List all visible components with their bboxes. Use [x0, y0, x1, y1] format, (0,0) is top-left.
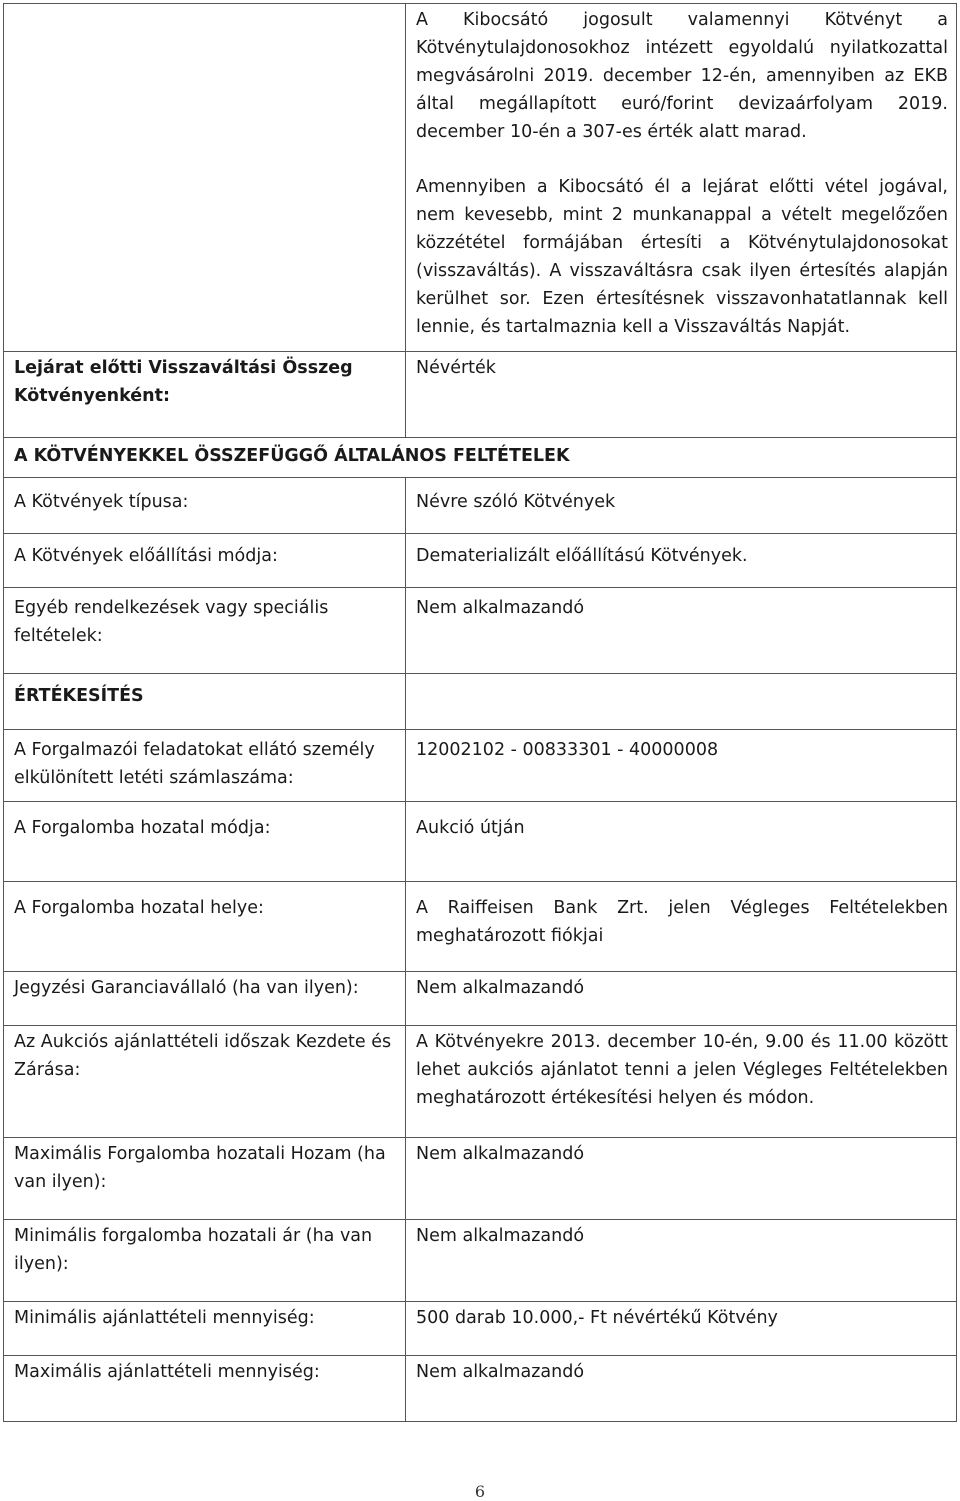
min-bid-quantity-value: 500 darab 10.000,- Ft névértékű Kötvény: [406, 1302, 957, 1356]
sales-heading: ÉRTÉKESÍTÉS: [4, 674, 406, 730]
underwriter-label: Jegyzési Garanciavállaló (ha van ilyen):: [4, 972, 406, 1026]
table-row: [4, 1356, 957, 1422]
max-yield-label: Maximális Forgalomba hozatali Hozam (ha van ilyen):: [4, 1138, 406, 1220]
escrow-account-value: 12002102 - 00833301 - 40000008: [406, 730, 957, 802]
call-option-cell: [406, 4, 957, 352]
page-number: 6: [474, 1482, 486, 1501]
call-option-text: A Kibocsátó jogosult valamennyi Kötvényt a Kötvénytulajdonosokhoz intézett egyoldalú nyilatkozattal megvásárolni 2019. december 12-én, amennyiben az EKB által megállapított euró/forint devizaárfolyam 2019. december 10-én a 307-es érték alatt marad.: [416, 10, 948, 142]
min-bid-quantity-label: Minimális ajánlattételi mennyiség:: [4, 1302, 406, 1356]
issue-place-value: A Raiffeisen Bank Zrt. jelen Végleges Feltételekben meghatározott fiókjai: [406, 882, 957, 972]
max-bid-quantity-label: Maximális ajánlattételi mennyiség:: [4, 1356, 406, 1422]
other-provisions-value: Nem alkalmazandó: [406, 588, 957, 674]
section-heading-row: [4, 438, 957, 478]
bond-type-value: Névre szóló Kötvények: [406, 478, 957, 534]
redemption-value: Névérték: [406, 352, 957, 438]
max-bid-quantity-value: Nem alkalmazandó: [406, 1356, 957, 1422]
production-method-label: A Kötvények előállítási módja:: [4, 534, 406, 588]
empty-label-cell: [4, 4, 406, 352]
table-row: [4, 1138, 957, 1220]
table-row: [4, 588, 957, 674]
table-row: [4, 1026, 957, 1138]
table-row: [4, 972, 957, 1026]
issue-method-value: Aukció útján: [406, 802, 957, 882]
auction-period-value: A Kötvényekre 2013. december 10-én, 9.00 és 11.00 között lehet aukciós ajánlatot tenni a jelen Végleges Feltételekben meghatározott értékesítési helyen és módon.: [406, 1026, 957, 1138]
table-row: [4, 534, 957, 588]
issue-method-label: A Forgalomba hozatal módja:: [4, 802, 406, 882]
escrow-account-label: A Forgalmazói feladatokat ellátó személy elkülönített letéti számlaszáma:: [4, 730, 406, 802]
other-provisions-label: Egyéb rendelkezések vagy speciális feltételek:: [4, 588, 406, 674]
general-terms-heading: A KÖTVÉNYEKKEL ÖSSZEFÜGGŐ ÁLTALÁNOS FELTÉTELEK: [4, 438, 957, 478]
table-row: [4, 802, 957, 882]
production-method-value: Dematerializált előállítású Kötvények.: [406, 534, 957, 588]
final-terms-table: [3, 3, 957, 1422]
underwriter-value: Nem alkalmazandó: [406, 972, 957, 1026]
redemption-notice-text: Amennyiben a Kibocsátó él a lejárat előtti vétel jogával, nem kevesebb, mint 2 munkanappal a vételt megelőzően közzététel formájában értesíti a Kötvénytulajdonosokat (visszaváltás). A visszaváltásra csak ilyen értesítés alapján kerülhet sor. Ezen értesítésnek visszavonhatatlannak kell lennie, és tartalmaznia kell a Visszaváltás Napját.: [416, 177, 948, 337]
bond-type-label: A Kötvények típusa:: [4, 478, 406, 534]
issue-place-label: A Forgalomba hozatal helye:: [4, 882, 406, 972]
section-heading-row: [4, 674, 957, 730]
table-row: [4, 478, 957, 534]
table-row: [4, 4, 957, 352]
empty-cell: [406, 674, 957, 730]
table-row: [4, 1302, 957, 1356]
min-price-label: Minimális forgalomba hozatali ár (ha van ilyen):: [4, 1220, 406, 1302]
table-row: [4, 882, 957, 972]
max-yield-value: Nem alkalmazandó: [406, 1138, 957, 1220]
document-page: [3, 3, 956, 1422]
redemption-label: Lejárat előtti Visszaváltási Összeg Kötvényenként:: [4, 352, 406, 438]
table-row: [4, 730, 957, 802]
min-price-value: Nem alkalmazandó: [406, 1220, 957, 1302]
auction-period-label: Az Aukciós ajánlattételi időszak Kezdete és Zárása:: [4, 1026, 406, 1138]
table-row: [4, 352, 957, 438]
table-row: [4, 1220, 957, 1302]
